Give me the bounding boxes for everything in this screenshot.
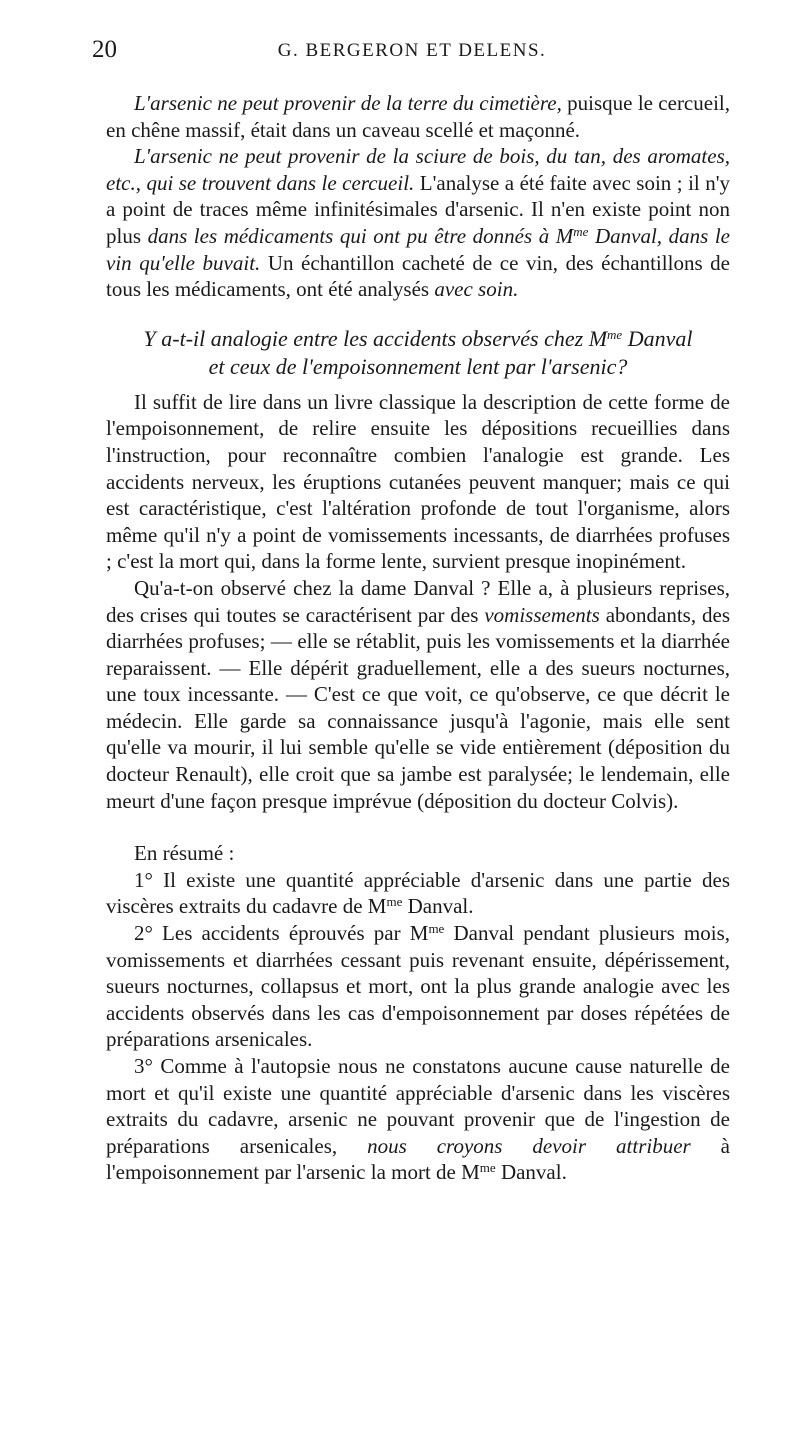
summary-item-3: 3° Comme à l'autopsie nous ne constatons aucune cause naturelle de mort et qu'il existe une quantité appréciable d'arsenic dans les viscères extraits du cadavre, arsenic ne pouvant provenir que de l'ingestion de préparations arsenicales, nous croyons devoir attribuer à l'empoisonnement par l'arsenic la mort de $M^{me}$ Danval.	[106, 1054, 730, 1185]
paragraph-3: Il suffit de lire dans un livre classique la description de cette forme de l'empoisonnement, de relire ensuite les dépositions recueillies dans l'instruction, pour reconnaître combien l'analogie est grande. Les accidents nerveux, les éruptions cutanées peuvent manquer; mais ce qui est caractéristique, c'est l'altération profonde de tout l'organisme, alors même qu'il n'y a point de vomissements incessants, de diarrhées profuses ; c'est la mort qui, dans la forme lente, survient presque inopinément.	[106, 389, 730, 574]
paragraph-1	[106, 90, 730, 143]
page-header	[92, 36, 732, 76]
superscript: me	[386, 894, 403, 910]
paragraph-1-text: puisque le cercueil, en chêne massif, était dans un caveau scellé et maçonné.	[106, 91, 730, 142]
paragraph-2-italic-2: dans les médicaments qui ont pu être donnés à $M^{me}$ Danval, dans le vin qu'elle buvait.	[106, 223, 730, 275]
paragraph-2-italic-1: L'arsenic ne peut provenir de la sciure de bois, du tan, des aromates, etc., qui se trouvent dans le cercueil.	[106, 144, 730, 195]
paragraph-2-italic-4: avec soin.	[434, 277, 519, 302]
page-body	[106, 90, 730, 1186]
summary-item-3-italic: nous croyons devoir attribuer	[367, 1133, 691, 1158]
page-number: 20	[92, 36, 117, 63]
paragraph-1-italic: L'arsenic ne peut provenir de la terre du cimetière,	[134, 91, 562, 115]
summary-intro: En résumé :	[134, 841, 235, 866]
paragraph-2-text-1: L'analyse a été faite avec soin ; il n'y a point de traces même infinitésimales d'arsenic. Il n'en existe point non plus	[106, 170, 730, 248]
paragraph-2-text-2: Un échantillon cacheté de ce vin, des échantillons de tous les médicaments, ont été analysés	[106, 250, 730, 302]
superscript: me	[428, 921, 445, 937]
section-heading-line-2: et ceux de l'empoisonnement lent par l'arsenic?	[208, 353, 628, 379]
summary-item-1: 1° Il existe une quantité appréciable d'arsenic dans une partie des viscères extraits du cadavre de $M^{me}$ Danval.	[106, 867, 730, 919]
superscript: me	[479, 1160, 496, 1176]
superscript: me	[573, 223, 589, 239]
paragraph-2	[106, 143, 730, 303]
paragraph-4-italic: vomissements	[484, 602, 600, 627]
section-heading-line-1: Y a-t-il analogie entre les accidents observés chez $M^{me}$ Danval	[143, 325, 693, 351]
running-title: G. BERGERON ET DELENS.	[277, 40, 547, 61]
summary-item-2: 2° Les accidents éprouvés par $M^{me}$ Danval pendant plusieurs mois, vomissements et diarrhées cessant puis revenant ensuite, dépérissement, sueurs nocturnes, collapsus et mort, ont la plus grande analogie avec les accidents observés dans les cas d'empoisonnement par doses répétées de préparations arsenicales.	[106, 921, 730, 1052]
paragraph-4: Qu'a-t-on observé chez la dame Danval ? Elle a, à plusieurs reprises, des crises qui toutes se caractérisent par des vomissements abondants, des diarrhées profuses; — elle se rétablit, puis les vomissements et la diarrhée reparaissent. — Elle dépérit graduellement, elle a des sueurs nocturnes, une toux incessante. — C'est ce que voit, ce qu'observe, ce que décrit le médecin. Elle garde sa connaissance jusqu'à l'agonie, mais elle sent qu'elle va mourir, il lui semble qu'elle se vide entièrement (déposition du docteur Renault), elle croit que sa jambe est paralysée; le lendemain, elle meurt d'une façon presque imprévue (déposition du docteur Colvis).	[106, 575, 730, 813]
superscript: me	[607, 326, 623, 342]
